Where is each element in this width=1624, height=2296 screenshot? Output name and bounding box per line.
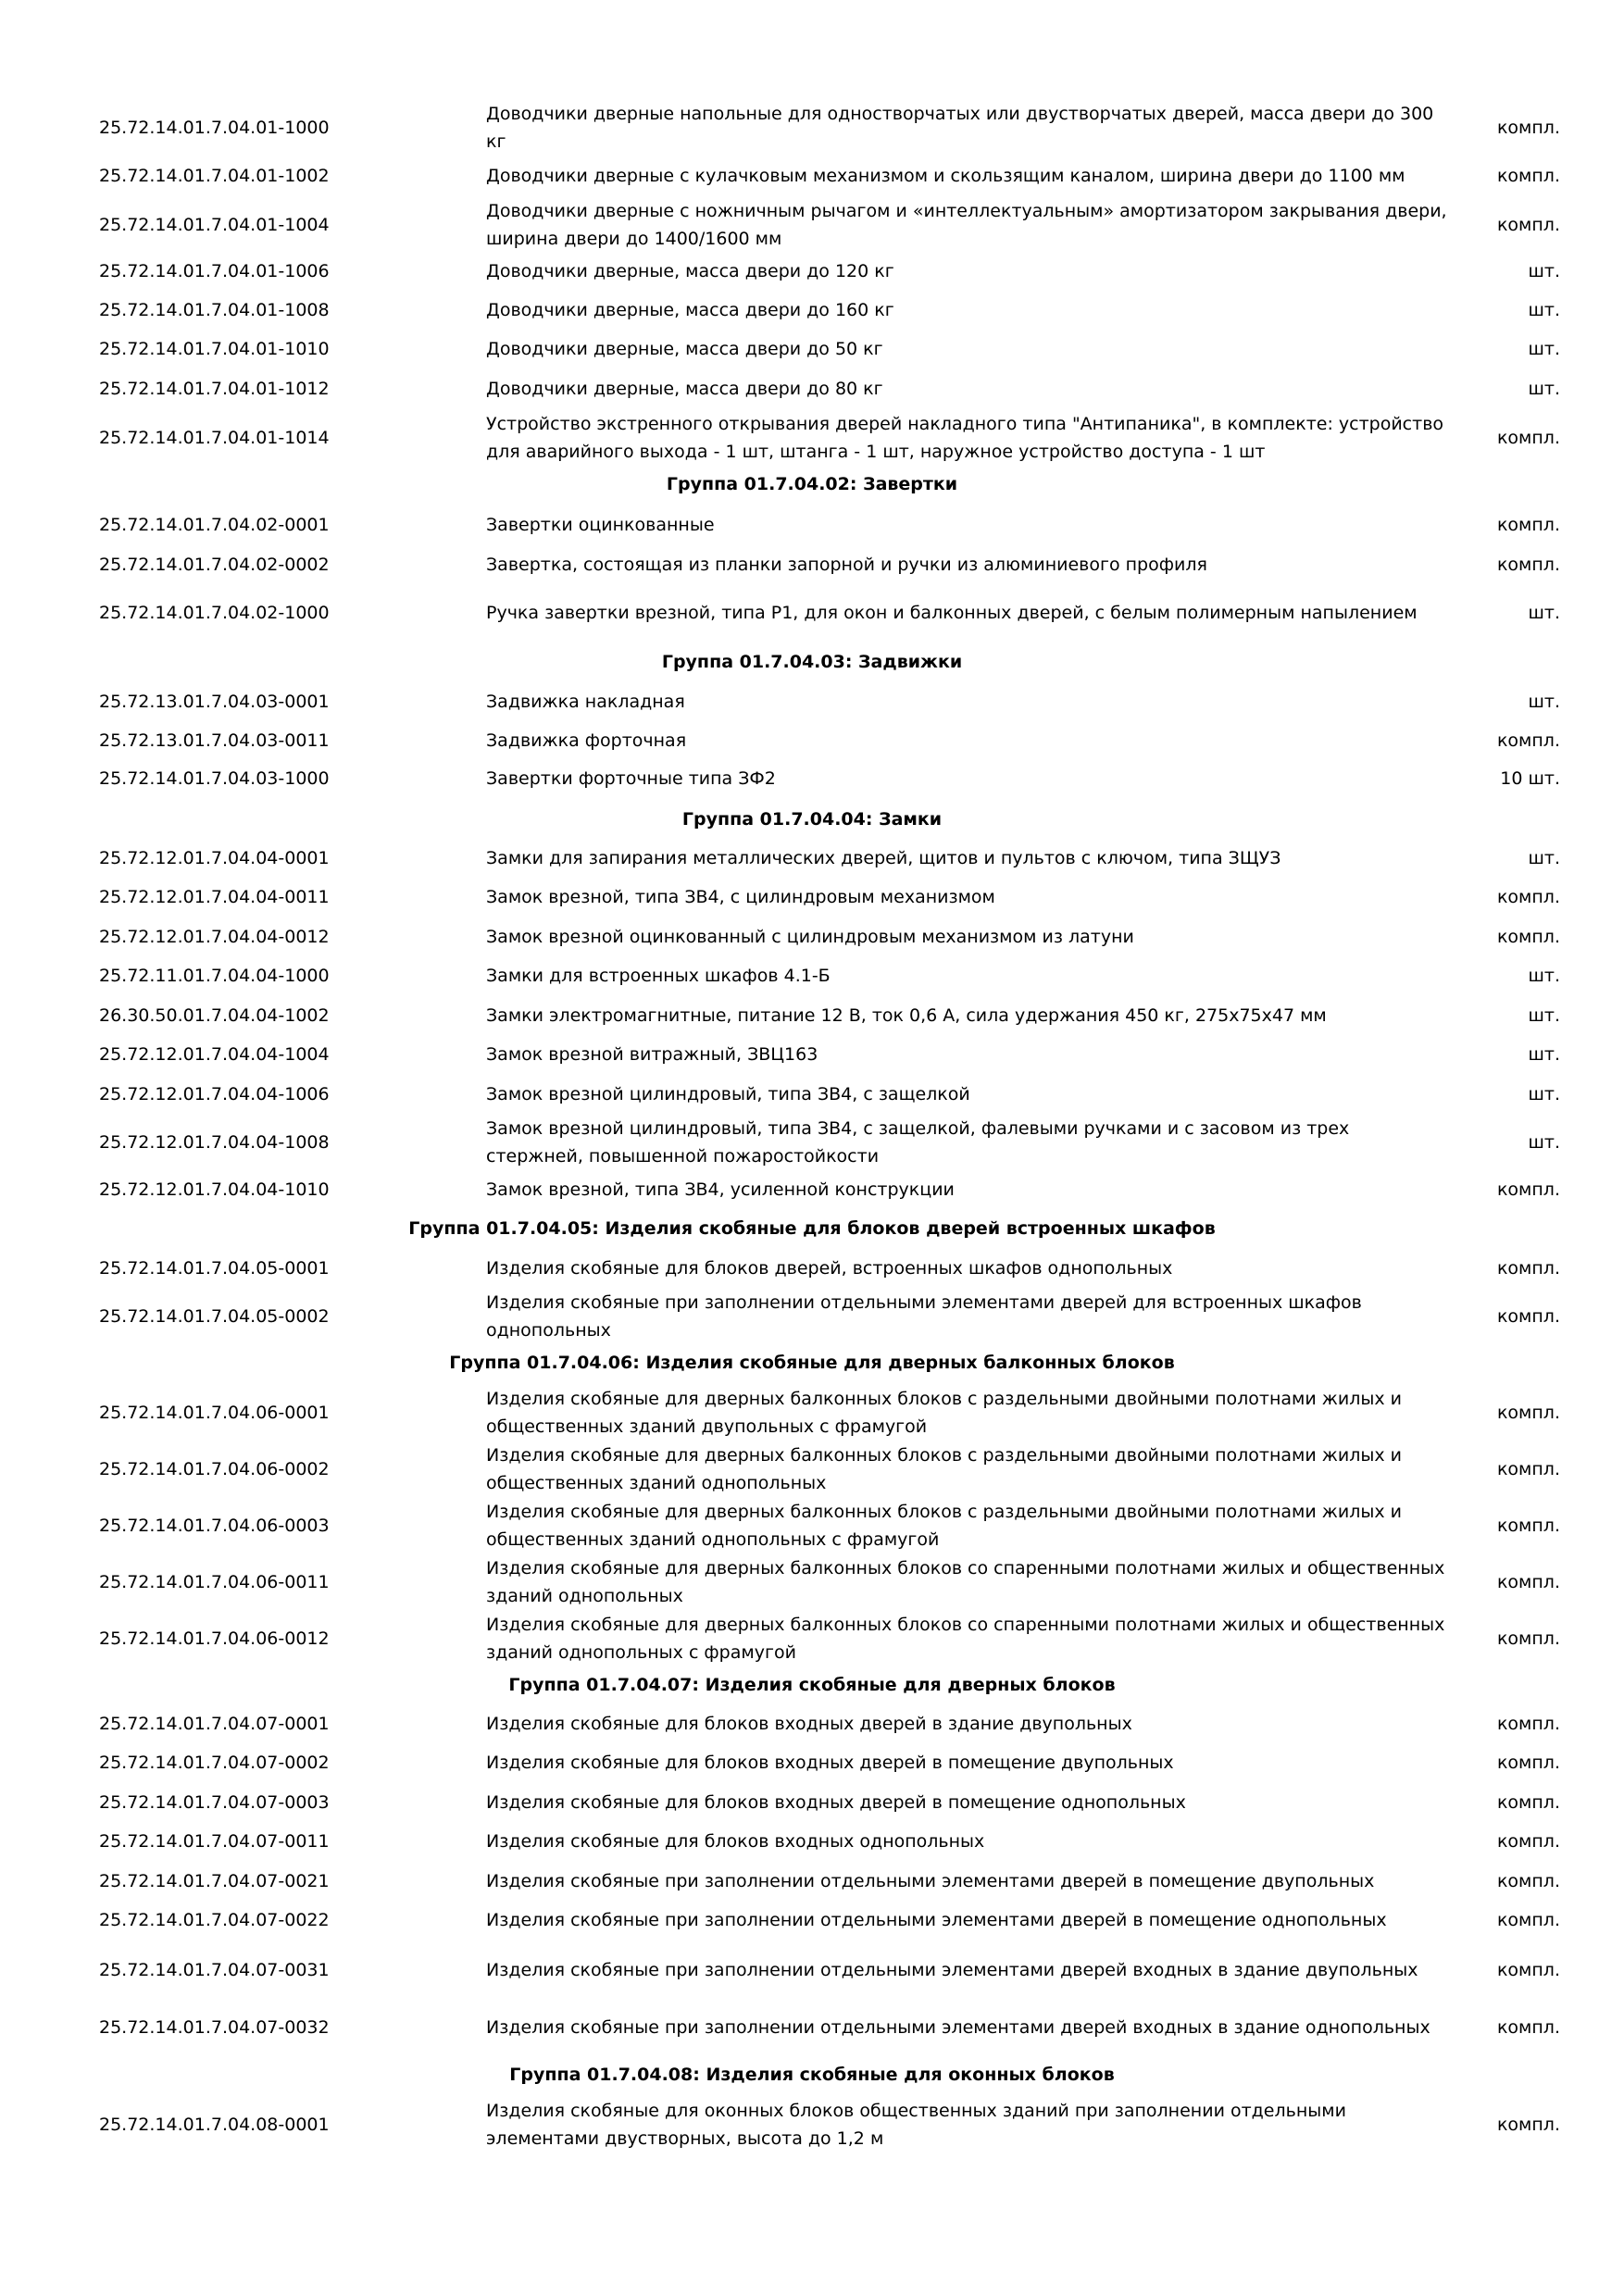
table-row [0, 1115, 1624, 1170]
row-unit: компл. [1496, 1179, 1560, 1200]
row-name: Замок врезной цилиндровый, типа ЗВ4, с защелкой, фалевыми ручками и с засовом из трех стержней, повышенной пожаростойкости [486, 1118, 1350, 1167]
group-heading: Группа 01.7.04.03: Задвижки [661, 652, 963, 672]
table-row [0, 688, 1624, 716]
table-row [0, 1176, 1624, 1204]
row-unit: компл. [1496, 166, 1560, 186]
group-heading: Группа 01.7.04.05: Изделия скобяные для блоков дверей встроенных шкафов [408, 1218, 1216, 1239]
row-name: Замки для запирания металлических дверей, щитов и пультов с ключом, типа ЗЩУЗ [486, 848, 1281, 868]
table-row [0, 1498, 1624, 1554]
table-row [0, 162, 1624, 190]
table-row [0, 727, 1624, 755]
row-code: 25.72.12.01.7.04.04-1008 [99, 1132, 330, 1153]
group-heading: Группа 01.7.04.02: Завертки [666, 474, 958, 494]
row-unit: компл. [1496, 1831, 1560, 1852]
table-row [0, 1906, 1624, 1934]
row-code: 25.72.12.01.7.04.04-0012 [99, 927, 330, 947]
row-unit: компл. [1496, 1306, 1560, 1327]
row-code: 25.72.14.01.7.04.07-0021 [99, 1871, 330, 1891]
row-code: 25.72.14.01.7.04.05-0001 [99, 1258, 330, 1279]
row-name: Устройство экстренного открывания дверей накладного типа "Антипаника", в комплекте: устройство для аварийного выхода - 1 шт, штанга - 1 шт, наружное устройство доступа - 1 шт [486, 414, 1444, 462]
table-row [0, 962, 1624, 990]
row-name: Доводчики дверные с кулачковым механизмом и скользящим каналом, ширина двери до 1100 мм [486, 166, 1405, 186]
row-code: 25.72.12.01.7.04.04-0011 [99, 887, 330, 907]
row-name: Изделия скобяные для дверных балконных блоков со спаренными полотнами жилых и общественных зданий однопольных с фрамугой [486, 1615, 1445, 1663]
table-row [0, 923, 1624, 951]
row-name: Замок врезной, типа ЗВ4, усиленной конструкции [486, 1179, 955, 1200]
table-row [0, 1041, 1624, 1068]
row-code: 25.72.12.01.7.04.04-1006 [99, 1084, 330, 1104]
row-unit: компл. [1496, 2017, 1560, 2038]
row-code: 25.72.14.01.7.04.03-1000 [99, 768, 330, 789]
table-row [0, 1749, 1624, 1777]
row-unit: шт. [1528, 603, 1560, 623]
row-name: Завертки форточные типа ЗФ2 [486, 768, 776, 789]
row-code: 25.72.14.01.7.04.01-1002 [99, 166, 330, 186]
group-heading: Группа 01.7.04.06: Изделия скобяные для дверных балконных блоков [449, 1353, 1175, 1373]
row-name: Завертка, состоящая из планки запорной и ручки из алюминиевого профиля [486, 555, 1207, 575]
row-code: 25.72.14.01.7.04.06-0002 [99, 1459, 330, 1479]
row-unit: шт. [1528, 692, 1560, 712]
row-code: 25.72.14.01.7.04.02-0002 [99, 555, 330, 575]
row-code: 25.72.14.01.7.04.02-1000 [99, 603, 330, 623]
row-unit: 10 шт. [1500, 768, 1560, 789]
row-code: 25.72.14.01.7.04.02-0001 [99, 515, 330, 535]
row-unit: шт. [1528, 1132, 1560, 1153]
row-name: Изделия скобяные при заполнении отдельными элементами дверей в помещение однопольных [486, 1910, 1387, 1930]
table-row [0, 1956, 1624, 1984]
row-code: 25.72.14.01.7.04.06-0003 [99, 1516, 330, 1536]
group-heading: Группа 01.7.04.08: Изделия скобяные для оконных блоков [509, 2065, 1115, 2085]
row-code: 25.72.14.01.7.04.07-0001 [99, 1714, 330, 1734]
row-name: Замок врезной цилиндровый, типа ЗВ4, с защелкой [486, 1084, 970, 1104]
table-row [0, 296, 1624, 324]
row-name: Изделия скобяные при заполнении отдельными элементами дверей входных в здание однопольных [486, 2017, 1430, 2038]
row-code: 25.72.14.01.7.04.06-0012 [99, 1628, 330, 1649]
table-row [0, 257, 1624, 285]
row-code: 25.72.14.01.7.04.07-0002 [99, 1753, 330, 1773]
row-code: 25.72.12.01.7.04.04-1004 [99, 1044, 330, 1065]
row-name: Завертки оцинкованные [486, 515, 715, 535]
row-unit: компл. [1496, 887, 1560, 907]
row-code: 25.72.12.01.7.04.04-1010 [99, 1179, 330, 1200]
row-name: Доводчики дверные напольные для одностворчатых или двустворчатых дверей, масса двери до 300 кг [486, 104, 1434, 152]
row-unit: компл. [1496, 118, 1560, 138]
table-row [0, 100, 1624, 156]
row-name: Изделия скобяные для дверных балконных блоков с раздельными двойными полотнами жилых и общественных зданий двупольных с фрамугой [486, 1389, 1403, 1437]
row-code: 25.72.14.01.7.04.07-0031 [99, 1960, 330, 1980]
row-unit: компл. [1496, 1516, 1560, 1536]
row-unit: компл. [1496, 2115, 1560, 2135]
table-row [0, 1554, 1624, 1610]
row-code: 25.72.14.01.7.04.06-0001 [99, 1403, 330, 1423]
row-name: Изделия скобяные для оконных блоков общественных зданий при заполнении отдельными элементами двустворных, высота до 1,2 м [486, 2101, 1346, 2149]
table-row [0, 1611, 1624, 1666]
row-unit: компл. [1496, 1714, 1560, 1734]
row-unit: компл. [1496, 1753, 1560, 1773]
table-row [0, 511, 1624, 539]
row-code: 25.72.14.01.7.04.01-1004 [99, 215, 330, 235]
row-unit: шт. [1528, 339, 1560, 359]
row-name: Доводчики дверные, масса двери до 50 кг [486, 339, 883, 359]
table-row [0, 197, 1624, 253]
row-code: 25.72.12.01.7.04.04-0001 [99, 848, 330, 868]
row-unit: компл. [1496, 1258, 1560, 1279]
row-code: 25.72.14.01.7.04.07-0032 [99, 2017, 330, 2038]
table-row [0, 1789, 1624, 1816]
table-row [0, 1441, 1624, 1497]
row-unit: шт. [1528, 1005, 1560, 1026]
row-unit: компл. [1496, 515, 1560, 535]
group-heading: Группа 01.7.04.07: Изделия скобяные для дверных блоков [508, 1675, 1116, 1695]
row-name: Задвижка накладная [486, 692, 685, 712]
table-row [0, 1080, 1624, 1108]
row-name: Изделия скобяные для блоков входных однопольных [486, 1831, 985, 1852]
row-name: Изделия скобяные при заполнении отдельными элементами дверей в помещение двупольных [486, 1871, 1375, 1891]
row-unit: компл. [1496, 555, 1560, 575]
row-name: Изделия скобяные для дверных балконных блоков с раздельными двойными полотнами жилых и общественных зданий однопольных с фрамугой [486, 1502, 1403, 1550]
row-unit: шт. [1528, 966, 1560, 986]
row-name: Замки электромагнитные, питание 12 В, ток 0,6 А, сила удержания 450 кг, 275х75х47 мм [486, 1005, 1327, 1026]
row-unit: шт. [1528, 1084, 1560, 1104]
table-row [0, 765, 1624, 792]
row-name: Изделия скобяные для дверных балконных блоков со спаренными полотнами жилых и общественных зданий однопольных [486, 1558, 1445, 1606]
row-code: 25.72.14.01.7.04.01-1010 [99, 339, 330, 359]
row-code: 25.72.14.01.7.04.01-1000 [99, 118, 330, 138]
row-name: Доводчики дверные, масса двери до 120 кг [486, 261, 894, 281]
row-name: Изделия скобяные при заполнении отдельными элементами дверей для встроенных шкафов однопольных [486, 1292, 1362, 1341]
table-row [0, 2014, 1624, 2041]
row-code: 25.72.14.01.7.04.01-1008 [99, 300, 330, 320]
table-row [0, 335, 1624, 363]
row-unit: компл. [1496, 1459, 1560, 1479]
row-unit: компл. [1496, 927, 1560, 947]
table-row [0, 599, 1624, 627]
row-code: 25.72.14.01.7.04.01-1012 [99, 379, 330, 399]
table-row [0, 551, 1624, 579]
table-row [0, 1385, 1624, 1441]
row-unit: компл. [1496, 1572, 1560, 1592]
row-unit: компл. [1496, 1792, 1560, 1813]
row-unit: компл. [1496, 1403, 1560, 1423]
row-name: Изделия скобяные при заполнении отдельными элементами дверей входных в здание двупольных [486, 1960, 1418, 1980]
row-unit: компл. [1496, 1628, 1560, 1649]
row-name: Изделия скобяные для блоков входных дверей в здание двупольных [486, 1714, 1132, 1734]
row-unit: шт. [1528, 1044, 1560, 1065]
row-name: Изделия скобяные для блоков входных дверей в помещение двупольных [486, 1753, 1174, 1773]
row-code: 25.72.13.01.7.04.03-0011 [99, 730, 330, 751]
row-code: 25.72.14.01.7.04.06-0011 [99, 1572, 330, 1592]
row-code: 25.72.14.01.7.04.07-0003 [99, 1792, 330, 1813]
row-code: 25.72.14.01.7.04.05-0002 [99, 1306, 330, 1327]
table-row [0, 2097, 1624, 2152]
row-name: Изделия скобяные для блоков входных дверей в помещение однопольных [486, 1792, 1186, 1813]
row-code: 26.30.50.01.7.04.04-1002 [99, 1005, 330, 1026]
table-row [0, 1289, 1624, 1344]
row-unit: компл. [1496, 1910, 1560, 1930]
table-row [0, 1002, 1624, 1029]
row-code: 25.72.14.01.7.04.01-1014 [99, 428, 330, 448]
row-name: Замок врезной оцинкованный с цилиндровым механизмом из латуни [486, 927, 1134, 947]
row-name: Доводчики дверные с ножничным рычагом и «интеллектуальным» амортизатором закрывания двери, ширина двери до 1400/1600 мм [486, 201, 1447, 249]
row-code: 25.72.14.01.7.04.01-1006 [99, 261, 330, 281]
row-unit: компл. [1496, 215, 1560, 235]
row-code: 25.72.11.01.7.04.04-1000 [99, 966, 330, 986]
table-row [0, 1828, 1624, 1855]
row-unit: компл. [1496, 730, 1560, 751]
row-name: Изделия скобяные для блоков дверей, встроенных шкафов однопольных [486, 1258, 1173, 1279]
row-code: 25.72.13.01.7.04.03-0001 [99, 692, 330, 712]
table-row [0, 844, 1624, 872]
row-unit: шт. [1528, 300, 1560, 320]
row-code: 25.72.14.01.7.04.08-0001 [99, 2115, 330, 2135]
row-name: Изделия скобяные для дверных балконных блоков с раздельными двойными полотнами жилых и общественных зданий однопольных [486, 1445, 1403, 1493]
row-code: 25.72.14.01.7.04.07-0011 [99, 1831, 330, 1852]
row-unit: шт. [1528, 379, 1560, 399]
row-unit: шт. [1528, 261, 1560, 281]
table-row [0, 375, 1624, 403]
table-row [0, 410, 1624, 466]
row-name: Замки для встроенных шкафов 4.1-Б [486, 966, 831, 986]
row-code: 25.72.14.01.7.04.07-0022 [99, 1910, 330, 1930]
row-unit: компл. [1496, 1871, 1560, 1891]
table-row [0, 1710, 1624, 1738]
group-heading: Группа 01.7.04.04: Замки [681, 809, 943, 830]
table-row [0, 883, 1624, 911]
row-unit: компл. [1496, 1960, 1560, 1980]
table-row [0, 1867, 1624, 1895]
row-name: Ручка завертки врезной, типа Р1, для окон и балконных дверей, с белым полимерным напылением [486, 603, 1418, 623]
row-name: Задвижка форточная [486, 730, 687, 751]
row-unit: шт. [1528, 848, 1560, 868]
row-name: Доводчики дверные, масса двери до 160 кг [486, 300, 894, 320]
table-row [0, 1254, 1624, 1282]
row-unit: компл. [1496, 428, 1560, 448]
row-name: Доводчики дверные, масса двери до 80 кг [486, 379, 883, 399]
row-name: Замок врезной, типа ЗВ4, с цилиндровым механизмом [486, 887, 995, 907]
row-name: Замок врезной витражный, ЗВЦ163 [486, 1044, 818, 1065]
